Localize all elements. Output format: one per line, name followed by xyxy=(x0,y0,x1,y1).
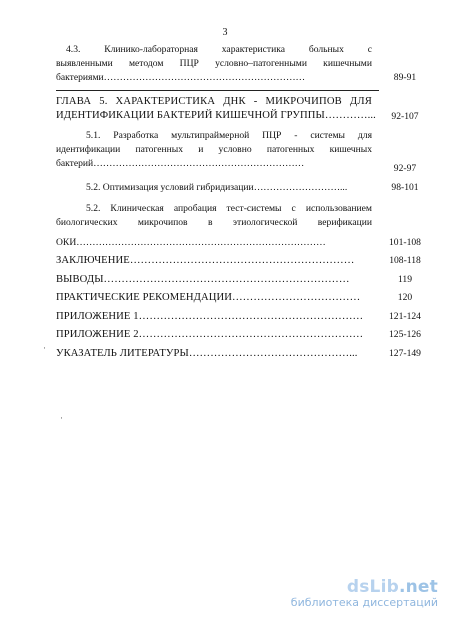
toc-references-page: 127-149 xyxy=(389,348,421,359)
toc-references: УКАЗАТЕЛЬ ЛИТЕРАТУРЫ………………………………………... xyxy=(56,348,358,359)
toc-entry-5-2-optimization-page: 98-101 xyxy=(391,182,419,193)
chapter-5-heading-line-2: ИДЕНТИФИКАЦИИ БАКТЕРИЙ КИШЕЧНОЙ ГРУППЫ…………... xyxy=(56,110,376,121)
toc-appendix-2: ПРИЛОЖЕНИЕ 2……………………………………………………… xyxy=(56,329,364,340)
watermark-logo: dsLib.net xyxy=(346,577,438,597)
chapter-5-heading-line-1: ГЛАВА 5. ХАРАКТЕРИСТИКА ДНК - МИКРОЧИПОВ ДЛЯ xyxy=(56,96,372,107)
toc-conclusion-page: 108-118 xyxy=(389,255,421,266)
scan-speck: · xyxy=(43,343,46,353)
watermark xyxy=(291,578,438,609)
toc-entry-4-3-line-1: 4.3. Клинико-лабораторная характеристика больных с xyxy=(66,44,372,55)
toc-appendix-1: ПРИЛОЖЕНИЕ 1……………………………………………………… xyxy=(56,311,364,322)
toc-entry-5-2-clinical-line-1: 5.2. Клиническая апробация тест-системы с использованием xyxy=(86,203,372,214)
scan-speck: · xyxy=(60,413,63,423)
page-number: 3 xyxy=(222,27,228,38)
toc-entry-5-2-optimization: 5.2. Оптимизация условий гибридизации………………………... xyxy=(86,182,348,193)
toc-entry-5-2-clinical-line-3: ОКИ…………………………………………………………………… xyxy=(56,237,326,248)
toc-entry-4-3-page: 89-91 xyxy=(393,72,417,83)
toc-conclusion: ЗАКЛЮЧЕНИЕ……………………………………………………… xyxy=(56,255,355,266)
heading-rule xyxy=(56,90,379,91)
toc-entry-5-1-line-1: 5.1. Разработка мультипраймерной ПЦР - системы для xyxy=(86,130,372,141)
toc-recommendations: ПРАКТИЧЕСКИЕ РЕКОМЕНДАЦИИ……………………………… xyxy=(56,292,361,303)
toc-findings: ВЫВОДЫ…………………………………………………………… xyxy=(56,274,350,285)
toc-entry-5-2-clinical-page: 101-108 xyxy=(389,237,421,248)
toc-entry-5-2-clinical-line-2: биологических микрочипов в этиологической верификации xyxy=(56,217,372,228)
toc-findings-page: 119 xyxy=(397,274,413,285)
toc-entry-4-3-line-3: бактериями……………………………………………………… xyxy=(56,72,306,83)
toc-entry-5-1-line-2: идентификации патогенных и условно патогенных кишечных xyxy=(56,144,372,155)
watermark-subtitle: библиотека диссертаций xyxy=(290,596,438,609)
toc-entry-4-3-line-2: выявленными методом ПЦР условно–патогенными кишечными xyxy=(56,58,372,69)
toc-recommendations-page: 120 xyxy=(397,292,413,303)
toc-appendix-2-page: 125-126 xyxy=(389,329,421,340)
toc-entry-5-1-line-3: бактерий………………………………………………………… xyxy=(56,158,305,169)
toc-appendix-1-page: 121-124 xyxy=(389,311,421,322)
chapter-5-page: 92-107 xyxy=(391,111,419,122)
toc-entry-5-1-page: 92-97 xyxy=(393,163,417,174)
